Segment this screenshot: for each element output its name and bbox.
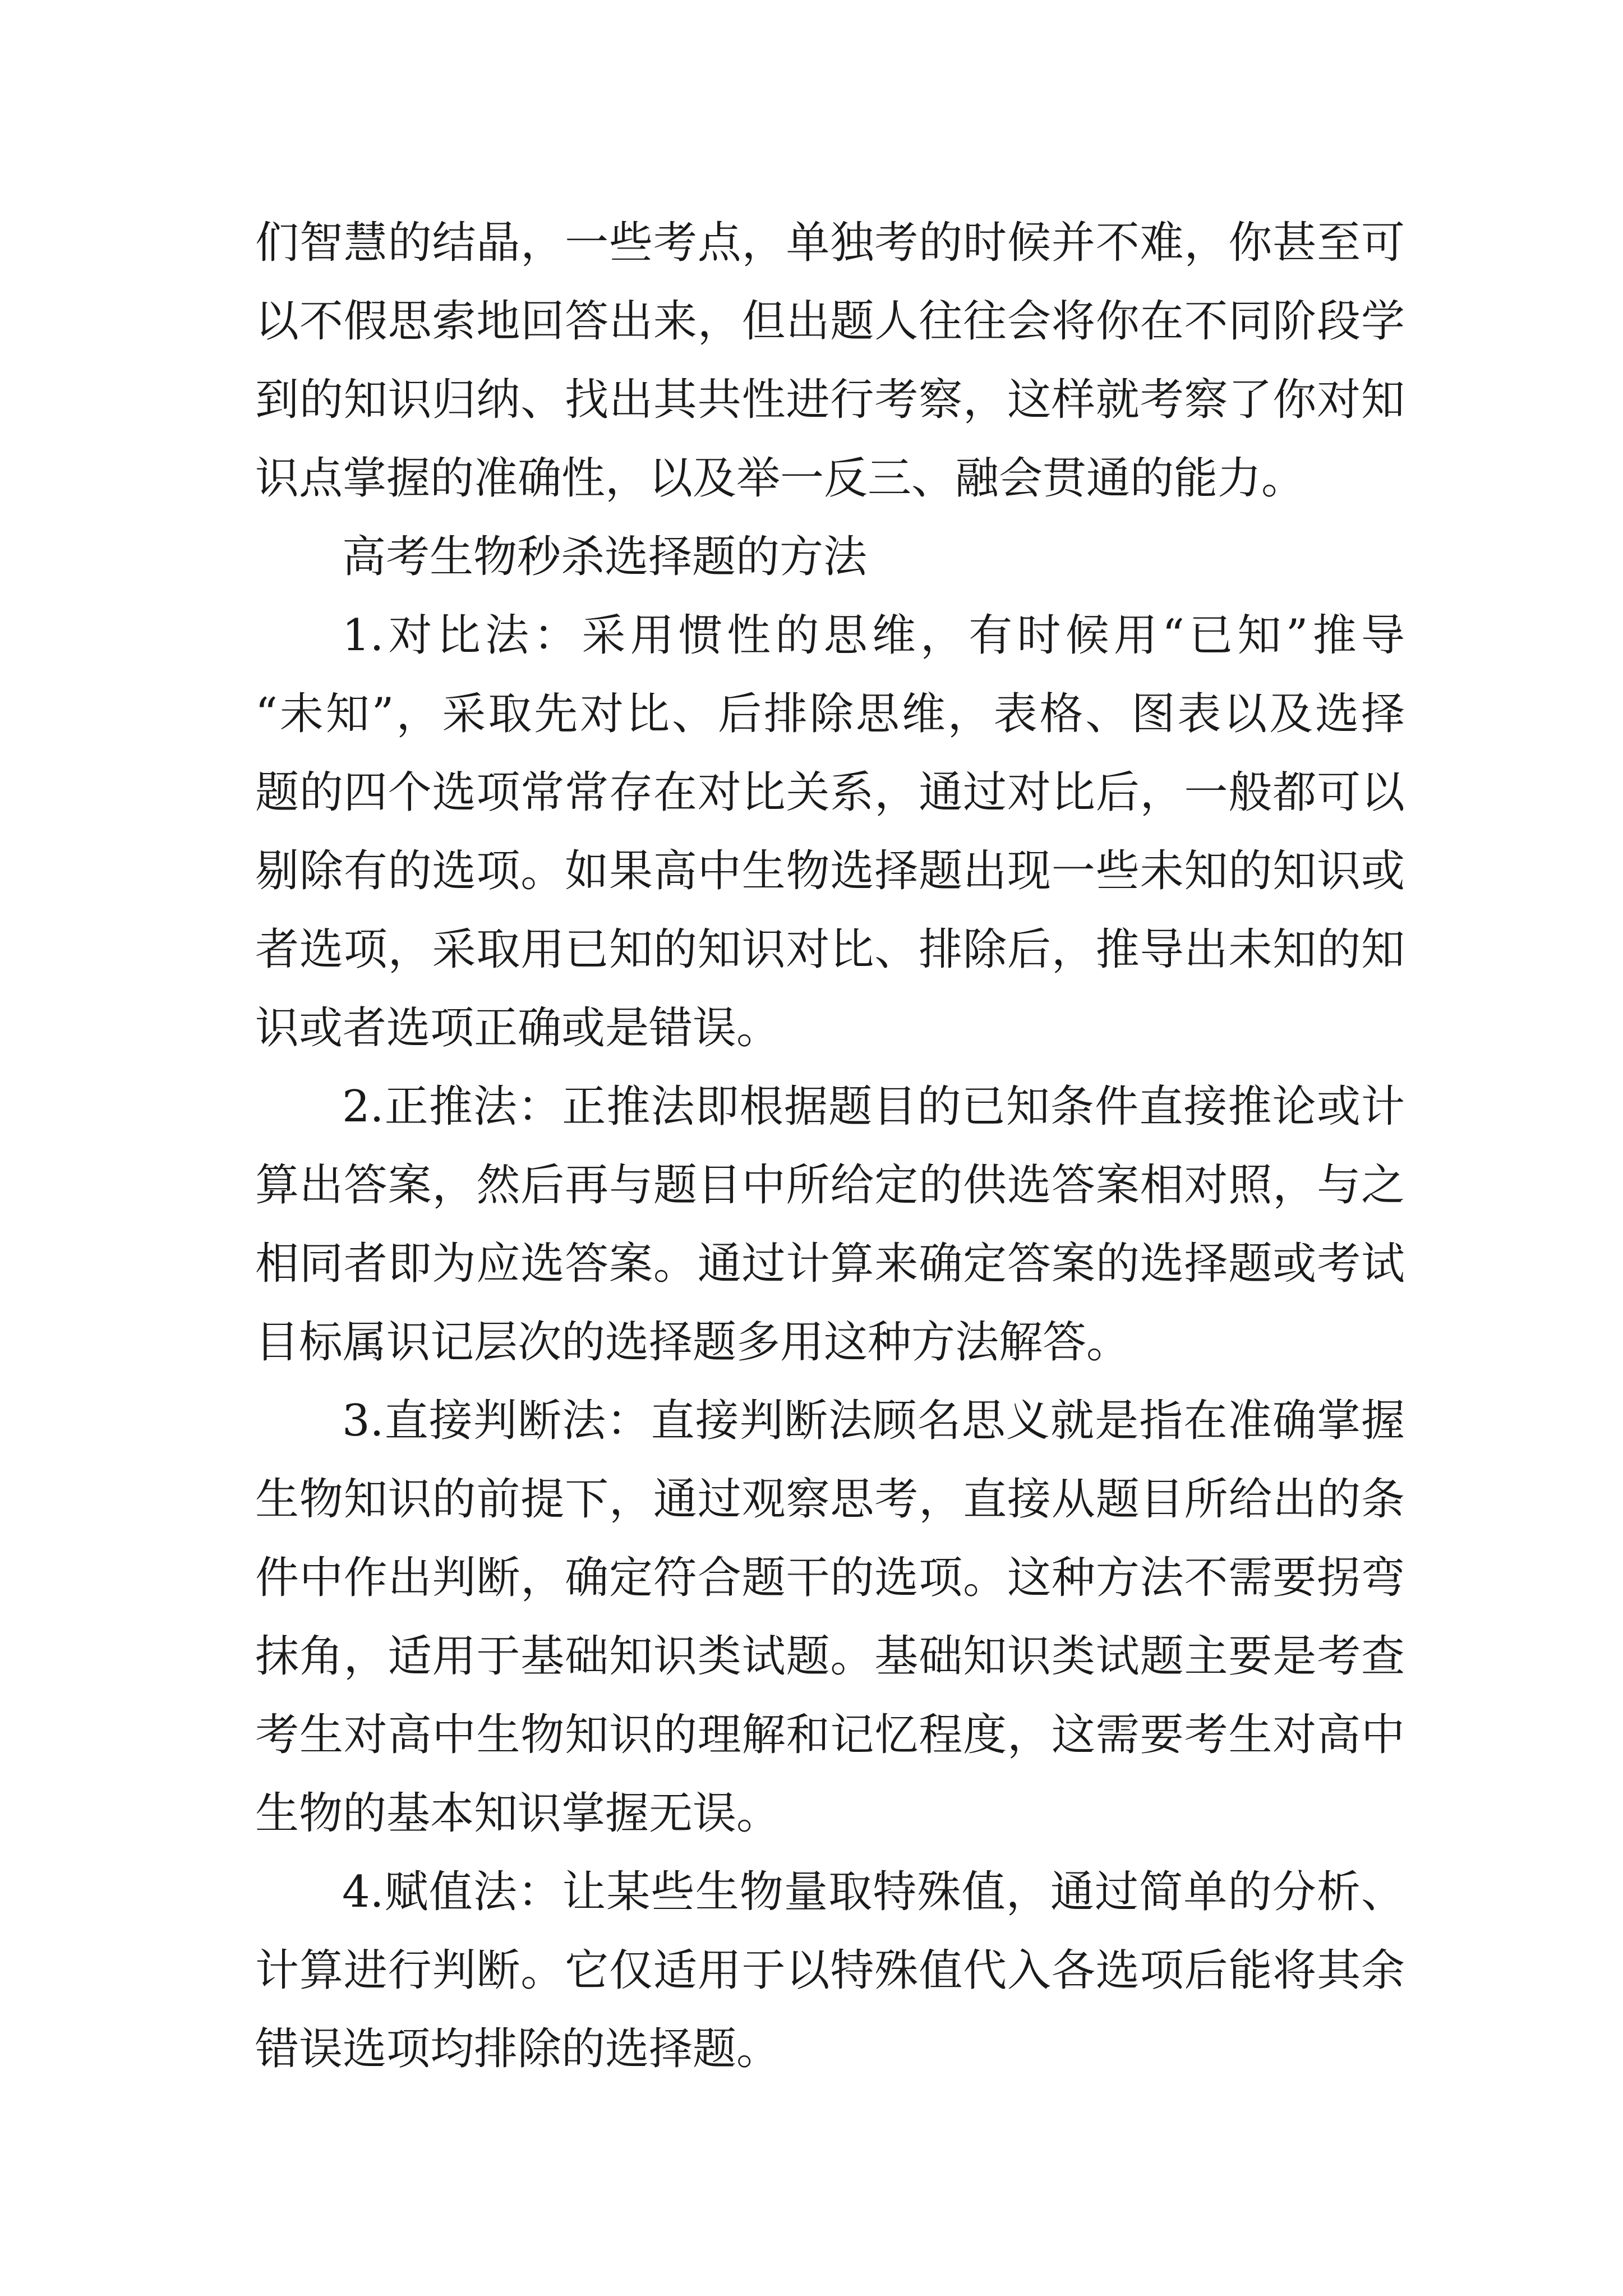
- paragraph-line: 2.正推法：正推法即根据题目的已知条件直接推论或计: [342, 1082, 1405, 1132]
- paragraph-line: 生物知识的前提下，通过观察思考，直接从题目所给出的条: [255, 1474, 1405, 1525]
- paragraph-line: 4.赋值法：让某些生物量取特殊值，通过简单的分析、: [342, 1867, 1405, 1917]
- paragraph-line: 3.直接判断法：直接判断法顾名思义就是指在准确掌握: [342, 1396, 1405, 1446]
- section-heading: 高考生物秒杀选择题的方法: [342, 532, 868, 582]
- paragraph-line: 识点掌握的准确性，以及举一反三、融会贯通的能力。: [255, 453, 1306, 504]
- paragraph-line: 算出答案，然后再与题目中所给定的供选答案相对照，与之: [255, 1160, 1405, 1211]
- paragraph-line: 抹角，适用于基础知识类试题。基础知识类试题主要是考查: [255, 1631, 1405, 1682]
- paragraph-line: 到的知识归纳、找出其共性进行考察，这样就考察了你对知: [255, 375, 1405, 425]
- paragraph-line: 1.对比法：采用惯性的思维，有时候用“已知”推导: [342, 610, 1405, 661]
- paragraph-line: 相同者即为应选答案。通过计算来确定答案的选择题或考试: [255, 1239, 1405, 1289]
- paragraph-line: 计算进行判断。它仅适用于以特殊值代入各选项后能将其余: [255, 1945, 1405, 1996]
- paragraph-line: 考生对高中生物知识的理解和记忆程度，这需要考生对高中: [255, 1710, 1405, 1760]
- paragraph-line: “未知”，采取先对比、后排除思维，表格、图表以及选择: [255, 689, 1405, 739]
- paragraph-line: 剔除有的选项。如果高中生物选择题出现一些未知的知识或: [255, 846, 1405, 896]
- paragraph-line: 识或者选项正确或是错误。: [255, 1003, 781, 1053]
- paragraph-line: 生物的基本知识掌握无误。: [255, 1788, 781, 1839]
- paragraph-line: 者选项，采取用已知的知识对比、排除后，推导出未知的知: [255, 924, 1405, 975]
- paragraph-line: 以不假思索地回答出来，但出题人往往会将你在不同阶段学: [255, 296, 1405, 347]
- paragraph-line: 题的四个选项常常存在对比关系，通过对比后，一般都可以: [255, 767, 1405, 818]
- paragraph-line: 错误选项均排除的选择题。: [255, 2024, 781, 2074]
- paragraph-line: 件中作出判断，确定符合题干的选项。这种方法不需要拐弯: [255, 1553, 1405, 1603]
- paragraph-line: 们智慧的结晶，一些考点，单独考的时候并不难，你甚至可: [255, 218, 1405, 268]
- paragraph-line: 目标属识记层次的选择题多用这种方法解答。: [255, 1317, 1131, 1368]
